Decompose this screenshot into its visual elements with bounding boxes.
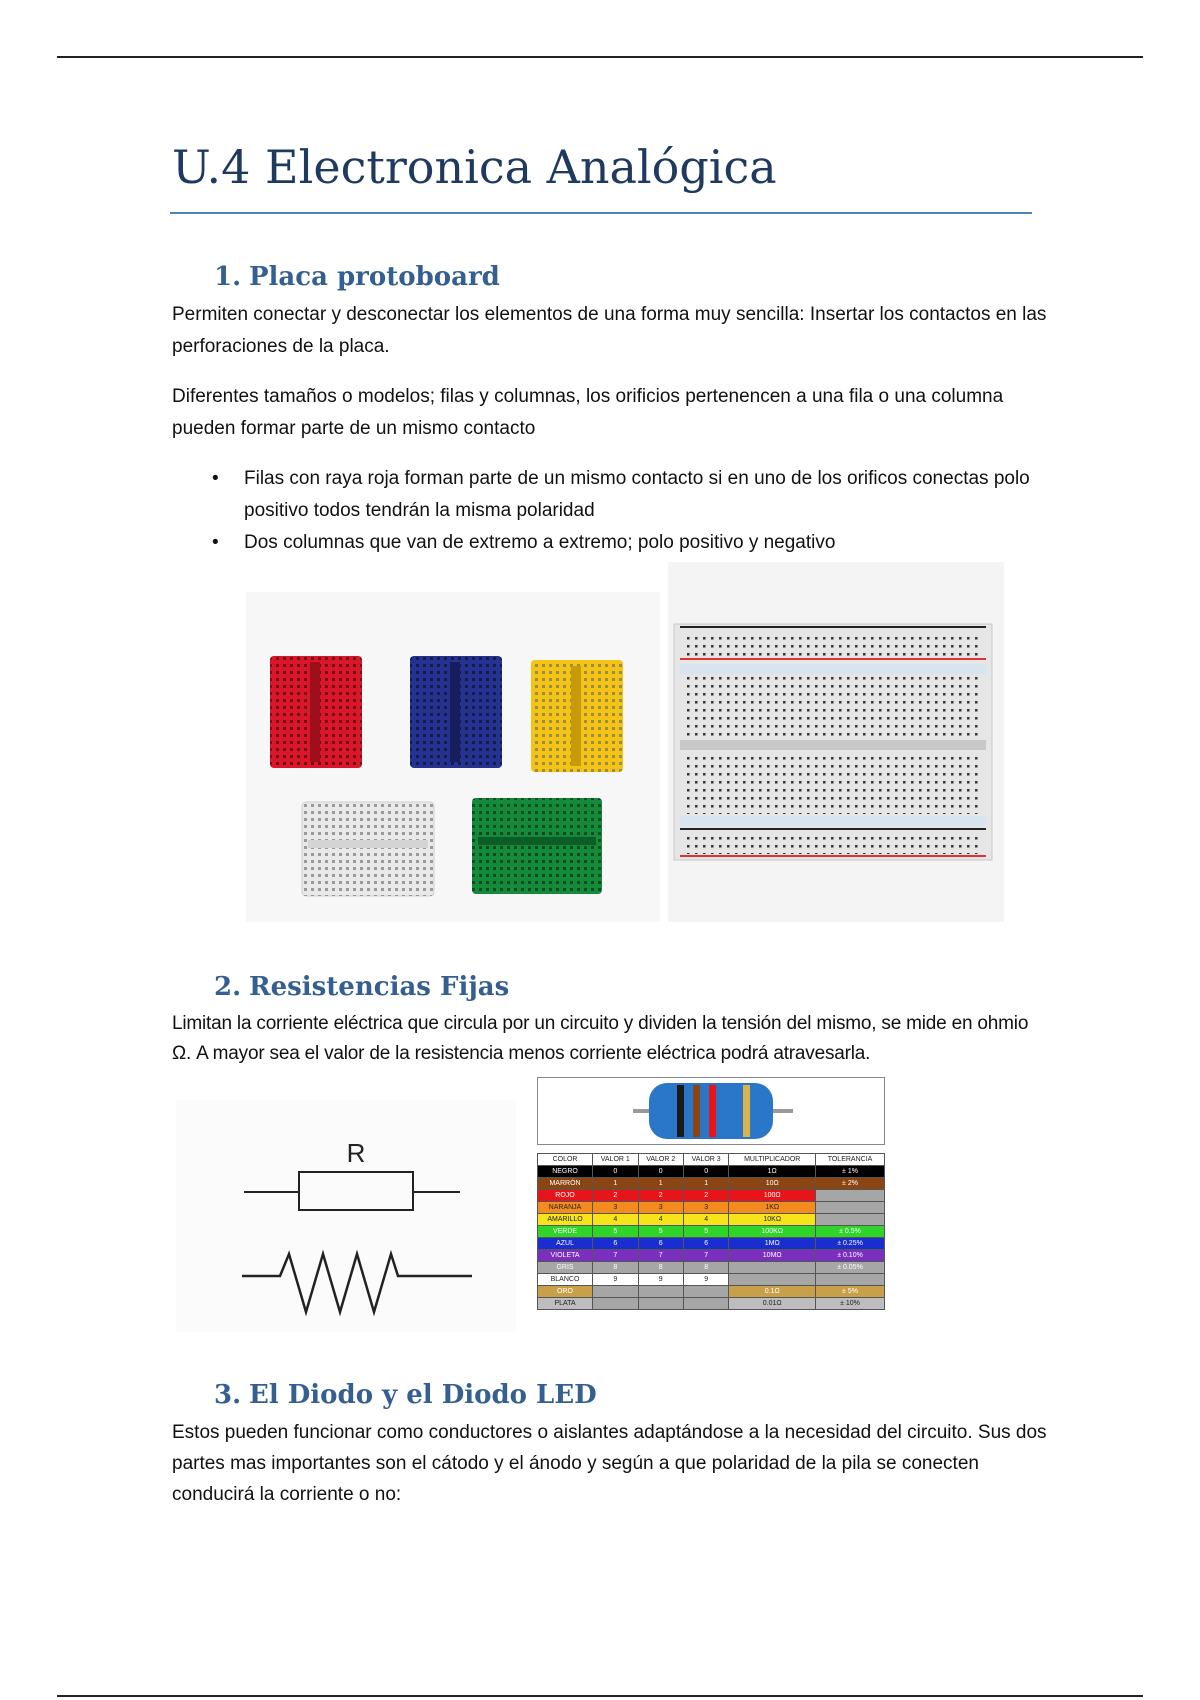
- section-heading: [214, 262, 500, 292]
- table-row: [538, 1250, 885, 1262]
- table-cell: [683, 1298, 728, 1310]
- table-cell: [683, 1286, 728, 1298]
- large-breadboard-image: [668, 562, 1004, 922]
- color-name-cell: ORO: [538, 1286, 593, 1298]
- blue-breadboard: [410, 656, 502, 768]
- table-cell: 10Ω: [729, 1178, 816, 1190]
- bullet-list: [172, 463, 1052, 559]
- table-cell: 8: [683, 1262, 728, 1274]
- page-title: U.4 Electronica Analógica: [172, 140, 777, 194]
- table-row: [538, 1202, 885, 1214]
- table-cell: 0.1Ω: [729, 1286, 816, 1298]
- table-cell: 9: [638, 1274, 683, 1286]
- table-cell: [638, 1286, 683, 1298]
- table-cell: ± 0.25%: [816, 1238, 885, 1250]
- section-title: El Diodo y el Diodo LED: [249, 1380, 597, 1410]
- color-name-cell: GRIS: [538, 1262, 593, 1274]
- paragraph: Diferentes tamaños o modelos; filas y columnas, los orificios pertenencen a una fila o una columna pueden formar parte de un mismo contacto: [172, 386, 1004, 439]
- table-cell: [593, 1286, 638, 1298]
- table-header-cell: COLOR: [538, 1154, 593, 1166]
- table-cell: 3: [638, 1202, 683, 1214]
- paragraph: Limitan la corriente eléctrica que circula por un circuito y dividen la tensión del mismo, se mide en ohmio Ω. A mayor sea el valor de la resistencia menos corriente eléctrica podrá atravesarla.: [172, 1013, 1029, 1064]
- green-breadboard: [472, 798, 602, 894]
- table-cell: 1KΩ: [729, 1202, 816, 1214]
- paragraph: Permiten conectar y desconectar los elementos de una forma muy sencilla: Insertar los contactos en las perforaciones de la placa.: [172, 304, 1047, 357]
- table-cell: ± 5%: [816, 1286, 885, 1298]
- table-row: [538, 1274, 885, 1286]
- resistor-color-code-table: [537, 1153, 885, 1310]
- resistor-label: R: [346, 1138, 366, 1168]
- section-number: 1.: [214, 262, 242, 292]
- table-row: [538, 1178, 885, 1190]
- table-cell: 0.01Ω: [729, 1298, 816, 1310]
- table-cell: 8: [593, 1262, 638, 1274]
- white-breadboard: [302, 802, 434, 896]
- table-header-cell: VALOR 1: [593, 1154, 638, 1166]
- table-row: [538, 1286, 885, 1298]
- section-title: Resistencias Fijas: [249, 972, 510, 1002]
- color-name-cell: VIOLETA: [538, 1250, 593, 1262]
- table-cell: 1: [638, 1178, 683, 1190]
- table-cell: 10KΩ: [729, 1214, 816, 1226]
- table-cell: 4: [638, 1214, 683, 1226]
- section-heading: [214, 1380, 597, 1410]
- list-item-text: Dos columnas que van de extremo a extremo; polo positivo y negativo: [244, 532, 836, 553]
- color-name-cell: BLANCO: [538, 1274, 593, 1286]
- table-cell: 6: [593, 1238, 638, 1250]
- table-cell: [729, 1262, 816, 1274]
- table-cell: 8: [638, 1262, 683, 1274]
- table-cell: 2: [638, 1190, 683, 1202]
- table-cell: [816, 1190, 885, 1202]
- table-cell: [638, 1298, 683, 1310]
- table-cell: 1: [593, 1178, 638, 1190]
- section-number: 2.: [214, 972, 242, 1002]
- section-heading: [214, 972, 509, 1002]
- list-item: [172, 463, 1052, 527]
- resistor-symbol-diagram: [176, 1100, 516, 1332]
- table-cell: 0: [593, 1166, 638, 1178]
- table-cell: 0: [638, 1166, 683, 1178]
- title-underline: [170, 212, 1032, 214]
- table-cell: ± 1%: [816, 1166, 885, 1178]
- table-row: [538, 1238, 885, 1250]
- table-header-cell: MULTIPLICADOR: [729, 1154, 816, 1166]
- table-cell: [816, 1202, 885, 1214]
- table-row: [538, 1262, 885, 1274]
- table-cell: 2: [683, 1190, 728, 1202]
- table-cell: [593, 1298, 638, 1310]
- table-row: [538, 1190, 885, 1202]
- color-name-cell: NARANJA: [538, 1202, 593, 1214]
- table-cell: [816, 1214, 885, 1226]
- table-cell: 7: [593, 1250, 638, 1262]
- table-cell: 1MΩ: [729, 1238, 816, 1250]
- table-cell: ± 0.5%: [816, 1226, 885, 1238]
- table-header-cell: VALOR 2: [638, 1154, 683, 1166]
- table-cell: 1: [683, 1178, 728, 1190]
- color-name-cell: AZUL: [538, 1238, 593, 1250]
- table-cell: 9: [683, 1274, 728, 1286]
- color-resistor-image: [537, 1077, 885, 1145]
- table-header-row: [538, 1154, 885, 1166]
- table-cell: [816, 1274, 885, 1286]
- table-cell: 6: [683, 1238, 728, 1250]
- color-name-cell: ROJO: [538, 1190, 593, 1202]
- color-name-cell: NEGRO: [538, 1166, 593, 1178]
- table-header-cell: TOLERANCIA: [816, 1154, 885, 1166]
- table-cell: 5: [593, 1226, 638, 1238]
- table-cell: 3: [593, 1202, 638, 1214]
- paragraph: Estos pueden funcionar como conductores o aislantes adaptándose a la necesidad del circuito. Sus dos partes mas importantes son el cátodo y el ánodo y según a que polaridad de la pila se conecten conducirá la corriente o no:: [172, 1422, 1047, 1505]
- table-row: [538, 1214, 885, 1226]
- table-cell: 4: [683, 1214, 728, 1226]
- table-cell: 10MΩ: [729, 1250, 816, 1262]
- section-title: Placa protoboard: [249, 262, 500, 292]
- table-cell: 3: [683, 1202, 728, 1214]
- list-item: [172, 527, 1052, 559]
- table-header-cell: VALOR 3: [683, 1154, 728, 1166]
- table-cell: 7: [638, 1250, 683, 1262]
- bullet-icon: •: [212, 468, 219, 489]
- red-breadboard: [270, 656, 362, 768]
- section-number: 3.: [214, 1380, 242, 1410]
- list-item-text: Filas con raya roja forman parte de un mismo contacto si en uno de los orificos conectas polo positivo todos tendrán la misma polaridad: [244, 468, 1030, 521]
- table-cell: ± 0.05%: [816, 1262, 885, 1274]
- table-cell: 4: [593, 1214, 638, 1226]
- top-rule: [57, 56, 1143, 58]
- bottom-rule: [57, 1695, 1143, 1697]
- table-cell: ± 10%: [816, 1298, 885, 1310]
- yellow-breadboard: [531, 660, 623, 772]
- bullet-icon: •: [212, 532, 219, 553]
- color-name-cell: PLATA: [538, 1298, 593, 1310]
- mini-breadboards-image: [246, 592, 660, 922]
- table-cell: 0: [683, 1166, 728, 1178]
- color-name-cell: VERDE: [538, 1226, 593, 1238]
- table-row: [538, 1226, 885, 1238]
- color-name-cell: MARRÓN: [538, 1178, 593, 1190]
- table-cell: 9: [593, 1274, 638, 1286]
- table-cell: ± 2%: [816, 1178, 885, 1190]
- table-cell: 5: [638, 1226, 683, 1238]
- table-cell: [729, 1274, 816, 1286]
- table-row: [538, 1298, 885, 1310]
- table-cell: ± 0.10%: [816, 1250, 885, 1262]
- table-cell: 100KΩ: [729, 1226, 816, 1238]
- table-cell: 2: [593, 1190, 638, 1202]
- table-row: [538, 1166, 885, 1178]
- table-cell: 100Ω: [729, 1190, 816, 1202]
- color-name-cell: AMARILLO: [538, 1214, 593, 1226]
- table-cell: 6: [638, 1238, 683, 1250]
- table-cell: 5: [683, 1226, 728, 1238]
- table-cell: 1Ω: [729, 1166, 816, 1178]
- table-cell: 7: [683, 1250, 728, 1262]
